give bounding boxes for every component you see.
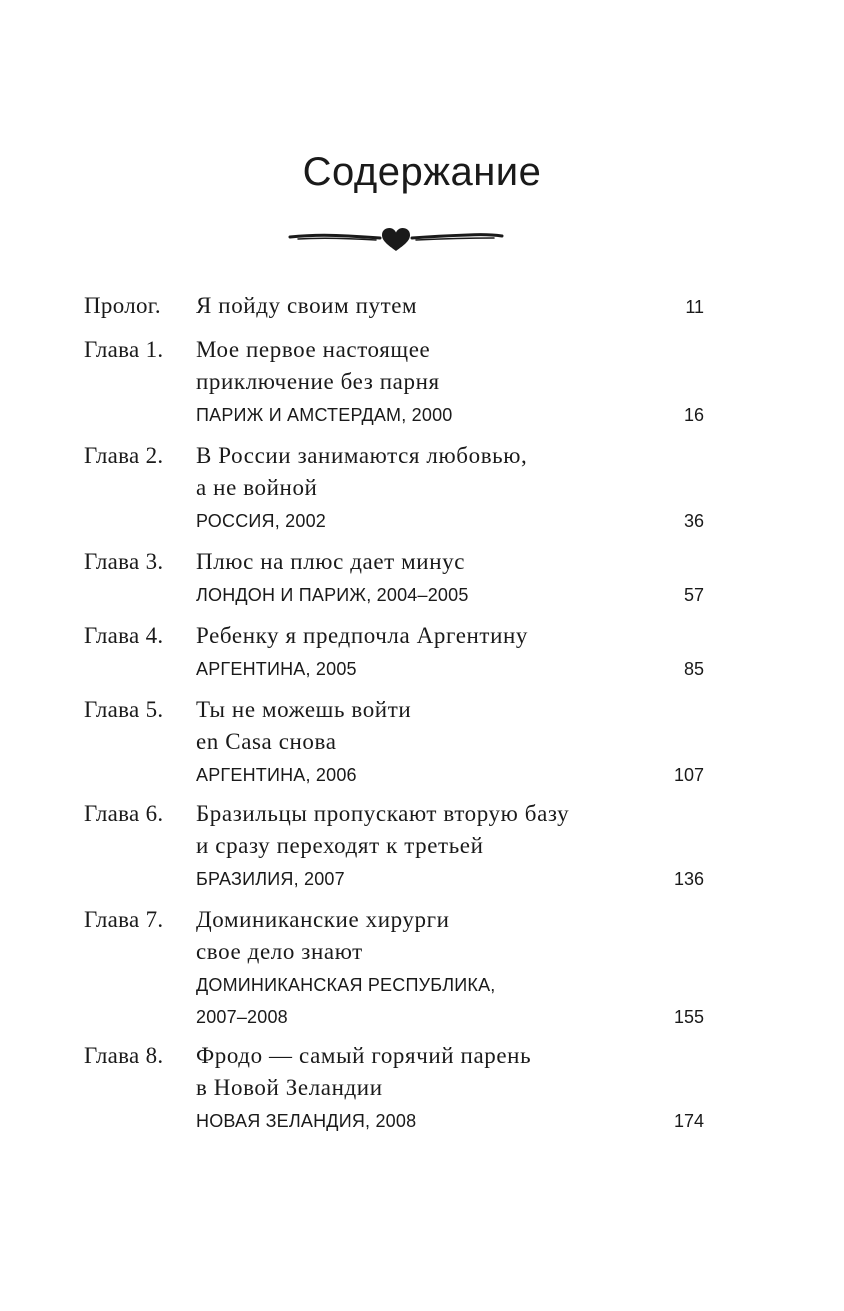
page-number: 57 — [683, 585, 704, 605]
page-number: 174 — [673, 1111, 704, 1131]
chapter-title — [196, 620, 528, 684]
page-number: 16 — [683, 405, 704, 425]
chapter-title-line: свое дело знают — [196, 939, 363, 964]
chapter-place: НОВАЯ ЗЕЛАНДИЯ, 2008 — [196, 1111, 417, 1131]
chapter-title — [196, 334, 453, 430]
chapter-title — [196, 546, 469, 610]
page-number: 36 — [683, 511, 704, 531]
page-number: 107 — [673, 765, 704, 785]
page-number: 136 — [673, 869, 704, 889]
chapter-title-line: Плюс на плюс дает минус — [196, 549, 466, 574]
page-number: 11 — [685, 297, 704, 317]
chapter-title-line: Мое первое настоящее — [196, 337, 431, 362]
chapter-label: Глава 6. — [84, 801, 164, 826]
chapter-label: Пролог. — [84, 293, 161, 318]
chapter-title-line: Бразильцы пропускают вторую базу — [196, 801, 570, 826]
chapter-place: ПАРИЖ И АМСТЕРДАМ, 2000 — [196, 405, 453, 425]
chapter-title-line: Ребенку я предпочла Аргентину — [196, 623, 528, 648]
chapter-title-line: В России занимаются любовью, — [196, 443, 528, 468]
chapter-label: Глава 3. — [84, 549, 164, 574]
chapter-title — [196, 798, 569, 894]
page-number: 85 — [683, 659, 704, 679]
chapter-label: Глава 7. — [84, 907, 164, 932]
page-number: 155 — [673, 1007, 704, 1027]
chapter-title-line: Ты не можешь войти — [196, 697, 412, 722]
chapter-label: Глава 5. — [84, 697, 164, 722]
chapter-title-line: Доминиканские хирурги — [196, 907, 450, 932]
chapter-title — [196, 1040, 531, 1136]
chapter-title-line: а не войной — [196, 475, 318, 500]
chapter-place: ЛОНДОН И ПАРИЖ, 2004–2005 — [196, 585, 469, 605]
chapter-title-line: приключение без парня — [196, 369, 440, 394]
chapter-label: Глава 2. — [84, 443, 164, 468]
chapter-title-line: в Новой Зеландии — [196, 1075, 383, 1100]
chapter-title-line: и сразу переходят к третьей — [196, 833, 484, 858]
chapter-title-line: Я пойду своим путем — [196, 293, 418, 318]
chapter-title — [196, 440, 527, 536]
heart-divider-icon — [288, 224, 504, 256]
chapter-label: Глава 8. — [84, 1043, 164, 1068]
page-title: Содержание — [302, 150, 542, 194]
chapter-title-line: en Casa снова — [196, 729, 337, 754]
chapter-label: Глава 4. — [84, 623, 164, 648]
chapter-place: БРАЗИЛИЯ, 2007 — [196, 869, 345, 889]
chapter-place: АРГЕНТИНА, 2006 — [196, 765, 357, 785]
chapter-place: 2007–2008 — [196, 1007, 288, 1027]
chapter-title-line: Фродо — самый горячий парень — [196, 1043, 532, 1068]
chapter-title — [196, 290, 417, 322]
chapter-label: Глава 1. — [84, 337, 164, 362]
chapter-place: АРГЕНТИНА, 2005 — [196, 659, 357, 679]
chapter-title — [196, 904, 495, 1032]
chapter-title — [196, 694, 411, 790]
chapter-place: ДОМИНИКАНСКАЯ РЕСПУБЛИКА, — [196, 975, 496, 995]
chapter-place: РОССИЯ, 2002 — [196, 511, 326, 531]
